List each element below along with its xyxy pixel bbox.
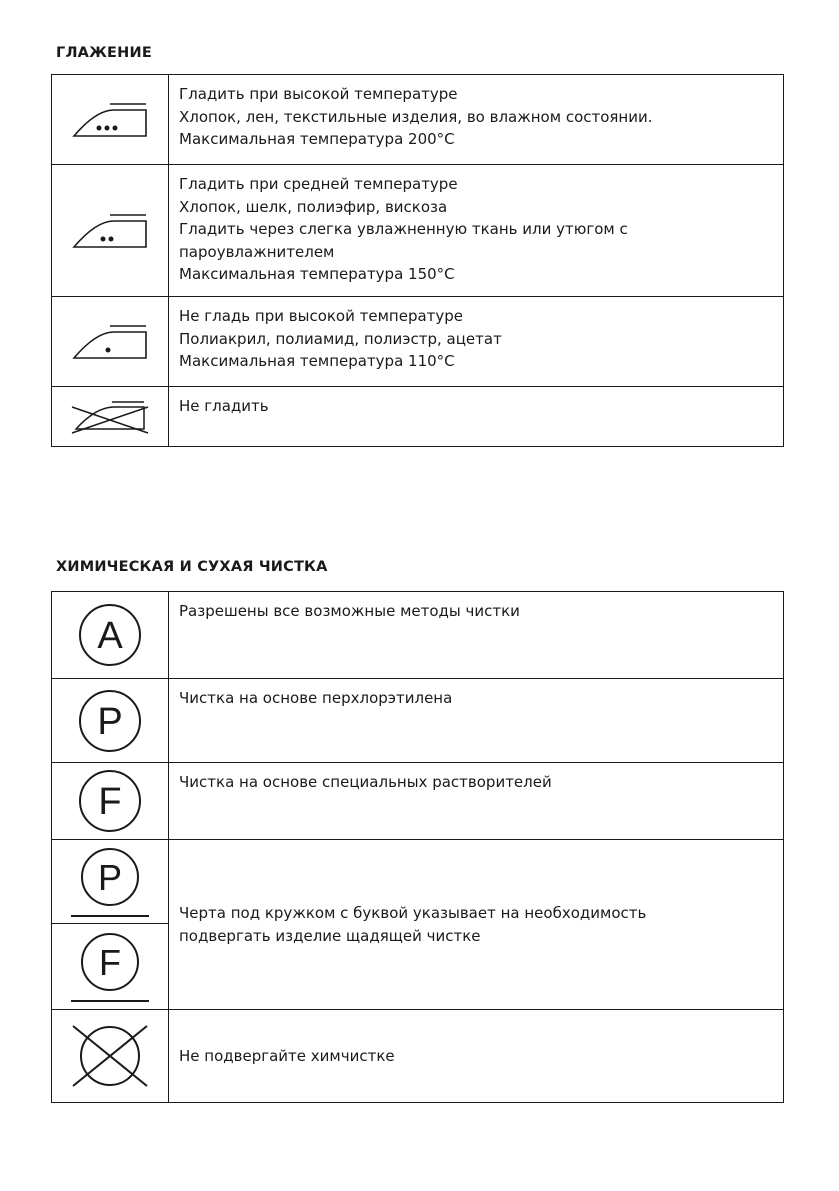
description-line: Хлопок, лен, текстильные изделия, во влажном состоянии. bbox=[179, 107, 653, 126]
gentle-dry-clean-f-icon bbox=[65, 927, 155, 1007]
table-row bbox=[52, 592, 784, 679]
description-line: Гладить при высокой температуре bbox=[179, 85, 458, 103]
description-cell bbox=[169, 592, 784, 679]
dry-clean-letter: A bbox=[97, 615, 123, 657]
description-line: Черта под кружком с буквой указывает на необходимость bbox=[179, 904, 647, 922]
description-cell bbox=[169, 387, 784, 447]
description-cell bbox=[169, 840, 784, 1010]
dry-clean-letter: F bbox=[98, 781, 122, 823]
description-cell bbox=[169, 1010, 784, 1103]
description-line: Чистка на основе специальных растворителей bbox=[179, 773, 552, 791]
table-row bbox=[52, 75, 784, 165]
do-not-dry-clean-icon bbox=[67, 1018, 153, 1094]
icon-cell bbox=[52, 75, 169, 165]
dry-cleaning-table bbox=[51, 591, 784, 1103]
icon-cell bbox=[52, 840, 169, 924]
description-line: Полиакрил, полиамид, полиэстр, ацетат bbox=[179, 329, 502, 348]
table-row bbox=[52, 165, 784, 297]
dry-clean-perchloroethylene-icon bbox=[75, 686, 145, 756]
icon-cell bbox=[52, 1010, 169, 1103]
table-row bbox=[52, 679, 784, 763]
iron-high-temperature-icon bbox=[68, 96, 152, 144]
table-row bbox=[52, 1010, 784, 1103]
do-not-iron-icon bbox=[68, 397, 152, 437]
icon-cell bbox=[52, 763, 169, 840]
table-row bbox=[52, 763, 784, 840]
description-line: Гладить через слегка увлажненную ткань или утюгом с bbox=[179, 220, 628, 238]
dry-cleaning-section-title: ХИМИЧЕСКАЯ И СУХАЯ ЧИСТКА bbox=[56, 559, 328, 575]
description-cell bbox=[169, 75, 784, 165]
icon-cell bbox=[52, 297, 169, 387]
iron-medium-temperature-icon bbox=[68, 207, 152, 255]
table-row bbox=[52, 297, 784, 387]
dry-clean-letter: P bbox=[97, 856, 123, 898]
description-line: Не гладить bbox=[179, 397, 269, 415]
icon-cell bbox=[52, 165, 169, 297]
ironing-table bbox=[51, 74, 784, 447]
table-row bbox=[52, 387, 784, 447]
dry-clean-special-solvents-icon bbox=[75, 766, 145, 836]
icon-cell bbox=[52, 387, 169, 447]
description-line: пароувлажнителем bbox=[179, 242, 335, 261]
description-cell bbox=[169, 297, 784, 387]
description-cell bbox=[169, 763, 784, 840]
description-line: Хлопок, шелк, полиэфир, вискоза bbox=[179, 197, 448, 216]
description-line: Не подвергайте химчистке bbox=[179, 1046, 395, 1065]
description-line: подвергать изделие щадящей чистке bbox=[179, 926, 481, 945]
description-cell bbox=[169, 165, 784, 297]
description-line: Максимальная температура 150°C bbox=[179, 265, 455, 283]
description-line: Гладить при средней температуре bbox=[179, 175, 458, 193]
icon-cell bbox=[52, 592, 169, 679]
description-line: Разрешены все возможные методы чистки bbox=[179, 602, 520, 620]
iron-low-temperature-icon bbox=[68, 318, 152, 366]
dry-clean-any-solvent-icon bbox=[75, 600, 145, 670]
icon-cell bbox=[52, 679, 169, 763]
table-row bbox=[52, 840, 784, 924]
ironing-section-title: ГЛАЖЕНИЕ bbox=[56, 45, 152, 61]
description-line: Не гладь при высокой температуре bbox=[179, 307, 464, 325]
dry-clean-letter: F bbox=[99, 941, 121, 983]
description-line: Чистка на основе перхлорэтилена bbox=[179, 689, 453, 707]
description-cell bbox=[169, 679, 784, 763]
gentle-dry-clean-p-icon bbox=[65, 842, 155, 922]
description-line: Максимальная температура 200°C bbox=[179, 130, 455, 148]
dry-clean-letter: P bbox=[97, 700, 123, 743]
icon-cell bbox=[52, 924, 169, 1010]
description-line: Максимальная температура 110°C bbox=[179, 352, 455, 370]
